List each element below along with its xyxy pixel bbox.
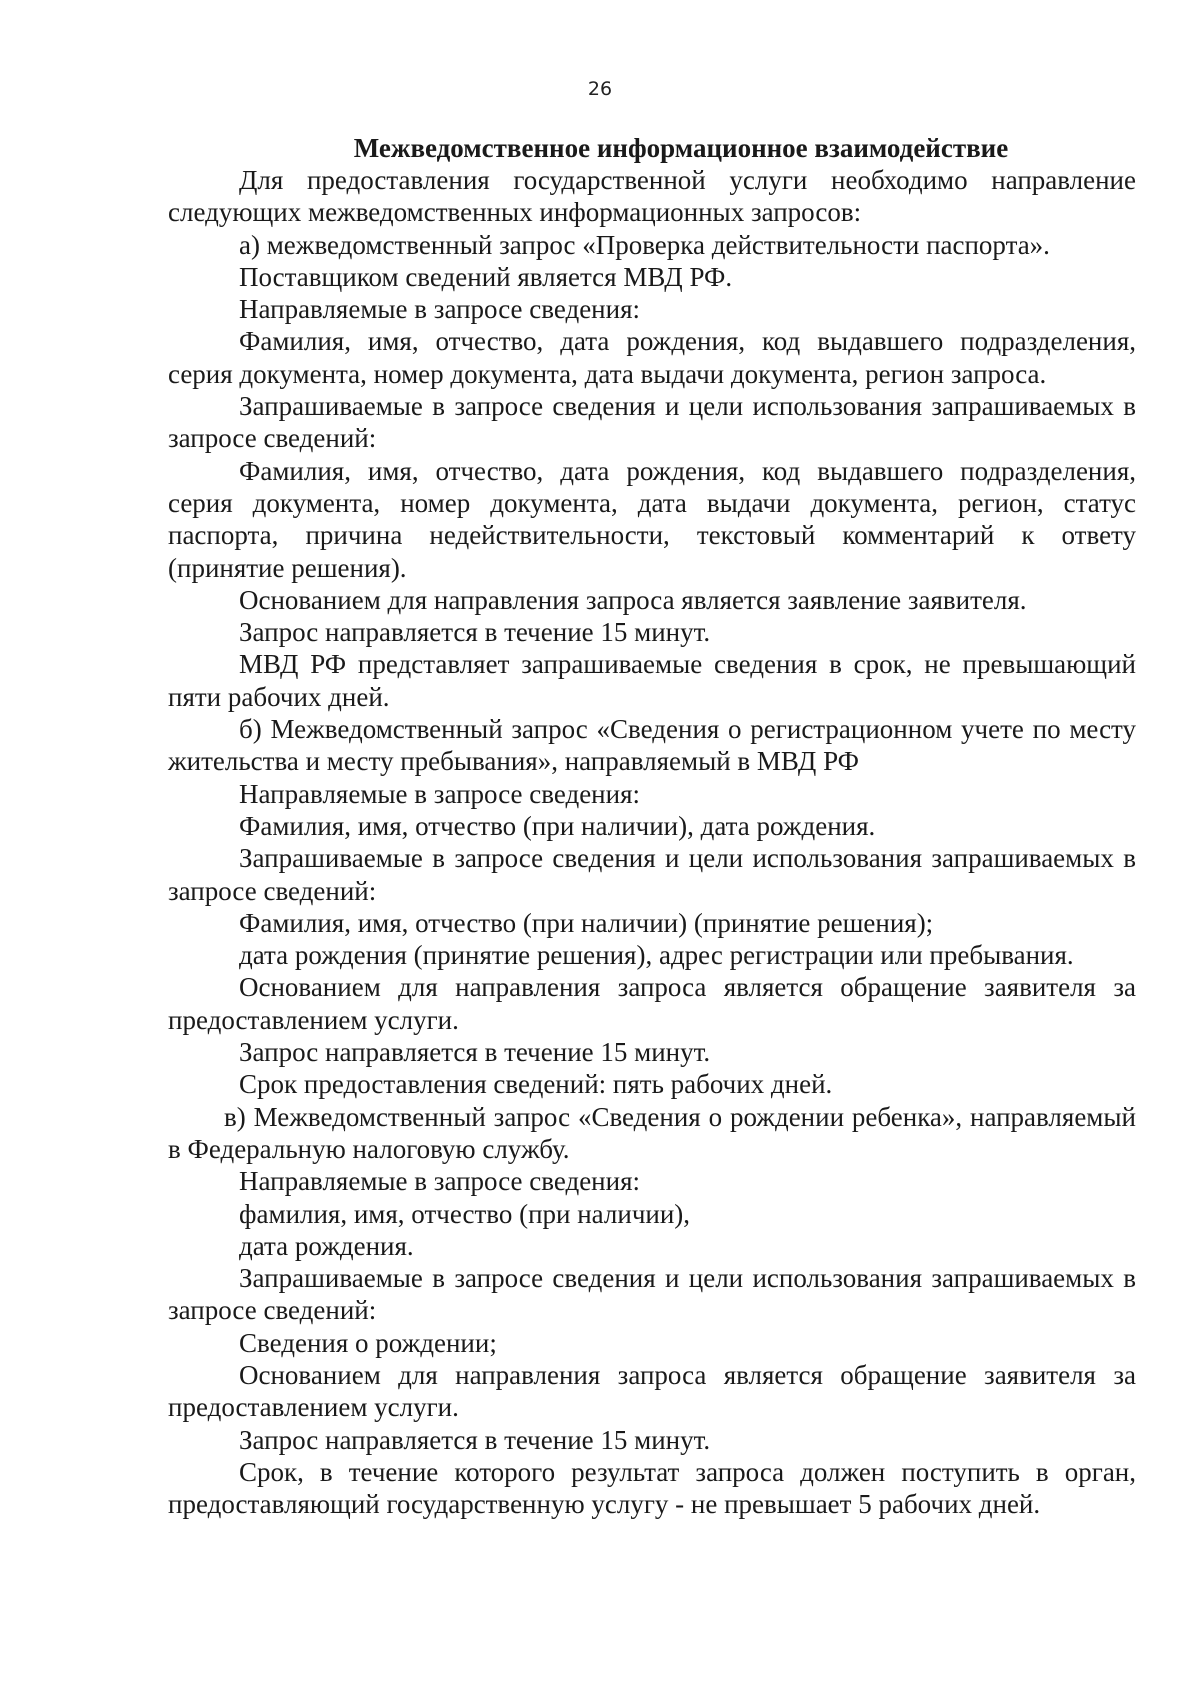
paragraph: Сведения о рождении; [239, 1327, 497, 1358]
paragraph: Фамилия, имя, отчество, дата рождения, код выдавшего подразделения, серия документа, номер документа, дата выдачи документа, регион запроса. [168, 326, 1136, 389]
paragraph: Основанием для направления запроса является обращение заявителя за предоставлением услуги. [168, 1359, 1136, 1423]
paragraph: Запрос направляется в течение 15 минут. [239, 1424, 711, 1455]
paragraph: а) межведомственный запрос «Проверка действительности паспорта». [239, 229, 1050, 260]
paragraph: Фамилия, имя, отчество (при наличии) (принятие решения); [239, 907, 934, 938]
paragraph: Для предоставления государственной услуги необходимо направление следующих межведомственных информационных запросов: [168, 165, 1136, 228]
page-number: 26 [587, 78, 613, 100]
paragraph: Запрос направляется в течение 15 минут. [239, 1037, 711, 1068]
paragraph: МВД РФ представляет запрашиваемые сведения в срок, не превышающий пяти рабочих дней. [168, 649, 1136, 712]
paragraph: Фамилия, имя, отчество (при наличии), дата рождения. [239, 810, 876, 841]
paragraph: б) Межведомственный запрос «Сведения о регистрационном учете по месту жительства и месту пребывания», направляемый в МВД РФ [168, 714, 1136, 777]
paragraph: Запрашиваемые в запросе сведения и цели использования запрашиваемых в запросе сведений: [168, 391, 1136, 454]
paragraph: дата рождения. [239, 1230, 414, 1261]
section-heading: Межведомственное информационное взаимодействие [353, 133, 1009, 163]
document-body [168, 132, 1136, 1520]
paragraph: Направляемые в запросе сведения: [239, 778, 640, 809]
paragraph: Запрашиваемые в запросе сведения и цели использования запрашиваемых в запросе сведений: [168, 843, 1136, 906]
paragraph: Запрашиваемые в запросе сведения и цели использования запрашиваемых в запросе сведений: [168, 1263, 1136, 1326]
paragraph: Фамилия, имя, отчество, дата рождения, код выдавшего подразделения, серия документа, номер документа, дата выдачи документа, регион, статус паспорта, причина недействительности, текстовый комментарий к ответу (принятие решения). [168, 455, 1136, 583]
paragraph: Основанием для направления запроса является обращение заявителя за предоставлением услуги. [168, 972, 1136, 1035]
paragraph: дата рождения (принятие решения), адрес регистрации или пребывания. [239, 940, 1074, 971]
paragraph: Запрос направляется в течение 15 минут. [239, 617, 711, 648]
paragraph: Направляемые в запросе сведения: [239, 1166, 640, 1197]
paragraph: Поставщиком сведений является МВД РФ. [239, 261, 733, 292]
paragraph: Срок, в течение которого результат запроса должен поступить в орган, предоставляющий государственную услугу - не превышает 5 рабочих дней. [168, 1456, 1136, 1520]
paragraph: фамилия, имя, отчество (при наличии), [239, 1198, 691, 1229]
paragraph: Срок предоставления сведений: пять рабочих дней. [239, 1069, 833, 1100]
paragraph: в) Межведомственный запрос «Сведения о рождении ребенка», направляемый в Федеральную налоговую службу. [168, 1101, 1136, 1164]
paragraph: Основанием для направления запроса является заявление заявителя. [239, 584, 1027, 615]
paragraph: Направляемые в запросе сведения: [239, 294, 640, 325]
